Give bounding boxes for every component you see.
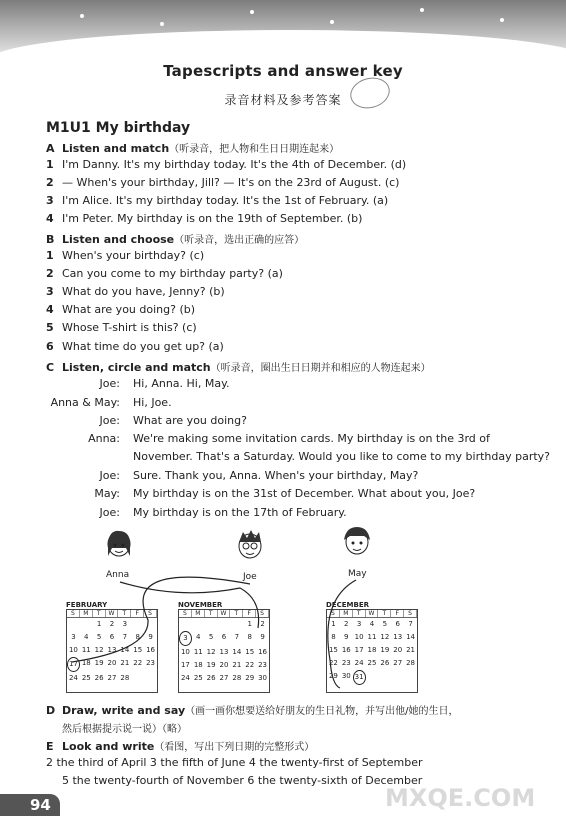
calendar-cell: 16 [341, 646, 351, 654]
calendar-cell: 14 [406, 633, 416, 641]
calendar-cell: 27 [219, 674, 229, 682]
calendar-cell: 4 [369, 620, 375, 628]
calendar-cell: 3 [71, 633, 76, 641]
calendar-cell: 11 [193, 648, 203, 656]
section-a-title: A Listen and match（听录音，把人物和生日日期连起来） [46, 142, 340, 155]
calendar-title: FEBRUARY [66, 601, 108, 609]
calendar-cell: 5 [382, 620, 388, 628]
calendar-cell: 6 [395, 620, 400, 628]
dialogue-line: My birthday is on the 31st of December. What about you, Joe? [133, 487, 476, 500]
calendar-cell: 11 [367, 633, 377, 641]
dialogue-line: We're making some invitation cards. My birthday is on the 3rd of [133, 432, 490, 445]
calendar-day-header: S [179, 610, 192, 617]
calendar-cell: 5 [96, 633, 102, 641]
calendar-cell: 28 [120, 674, 130, 682]
calendar-cell: 17 [180, 661, 190, 669]
dialogue-line: What are you doing? [133, 414, 247, 427]
calendar-day-header: T [378, 610, 391, 617]
dialogue-line: November. That's a Saturday. Would you like to come to my birthday party? [133, 450, 551, 463]
calendar-day-header: W [106, 610, 119, 617]
section-d-note: 然后根据提示说一说）（略） [62, 724, 187, 735]
calendar-cell: 23 [146, 659, 156, 667]
dialogue-speaker: Joe: [99, 377, 120, 390]
calendar-cell: 10 [180, 648, 190, 656]
calendar-cell: 31 [353, 670, 366, 685]
match-line-may [328, 580, 356, 688]
calendar-cell: 25 [367, 659, 377, 667]
calendar-title: NOVEMBER [178, 601, 223, 609]
dialogue-line: My birthday is on the 17th of February. [133, 506, 347, 519]
calendar-cell: 24 [68, 674, 78, 682]
calendar-cell: 26 [380, 659, 390, 667]
calendar-cell: 23 [341, 659, 351, 667]
dialogue-line: Hi, Joe. [133, 396, 172, 409]
list-item: 4 What are you doing? (b) [46, 303, 196, 316]
calendar-cell: 28 [232, 674, 242, 682]
calendar-day-header: T [93, 610, 106, 617]
list-item: 1 When's your birthday? (c) [46, 249, 205, 262]
calendar-cell: 15 [133, 646, 143, 654]
calendar-cell: 27 [393, 659, 403, 667]
calendar-cell: 10 [68, 646, 78, 654]
list-item: 2 Can you come to my birthday party? (a) [46, 267, 283, 280]
dialogue-speaker: May: [94, 487, 120, 500]
calendar-title: DECEMBER [326, 601, 369, 609]
list-item: 3 What do you have, Jenny? (b) [46, 285, 225, 298]
calendar-day-header: S [256, 610, 269, 617]
person-name: Anna [106, 570, 130, 580]
calendar-day-header: T [205, 610, 218, 617]
calendar-cell: 3 [179, 631, 192, 646]
page-number: 94 [0, 794, 60, 816]
section-b-title: B Listen and choose（听录音，选出正确的应答） [46, 233, 305, 246]
calendar-cell: 12 [380, 633, 390, 641]
calendar-cell: 19 [206, 661, 216, 669]
calendar-day-header: M [340, 610, 353, 617]
dialogue-speaker: Joe: [99, 414, 120, 427]
person-name: Joe [243, 572, 257, 582]
calendar-cell: 27 [107, 674, 117, 682]
calendar-day-header: M [80, 610, 93, 617]
calendar-cell: 13 [107, 646, 117, 654]
calendar-cell: 25 [81, 674, 91, 682]
match-line-joe [72, 577, 250, 662]
calendar-day-header: S [144, 610, 157, 617]
list-item: 3 I'm Alice. It's my birthday today. It's the 1st of February. (a) [46, 194, 389, 207]
answer-line: 2 the third of April 3 the fifth of June 4 the twenty-first of September [46, 756, 423, 769]
list-item: 5 Whose T-shirt is this? (c) [46, 321, 197, 334]
calendar-cell: 19 [380, 646, 390, 654]
calendar-cell: 3 [122, 620, 128, 628]
calendar-cell: 26 [94, 674, 104, 682]
calendar-cell: 24 [354, 659, 364, 667]
calendar-cell: 18 [193, 661, 203, 669]
calendar-cell: 1 [247, 620, 252, 628]
calendar-cell: 6 [221, 633, 227, 641]
answer-line: 5 the twenty-fourth of November 6 the twenty-sixth of December [62, 774, 423, 787]
calendar-cell: 6 [109, 633, 115, 641]
calendar-cell: 4 [196, 633, 201, 641]
list-item: 1 I'm Danny. It's my birthday today. It's the 4th of December. (d) [46, 158, 407, 171]
calendar-cell: 29 [245, 674, 255, 682]
dialogue-line: Sure. Thank you, Anna. When's your birthday, May? [133, 469, 419, 482]
calendar-cell: 30 [258, 674, 268, 682]
calendar-cell: 15 [328, 646, 338, 654]
dialogue-speaker: Joe: [99, 506, 120, 519]
calendar-cell: 20 [219, 661, 229, 669]
calendar-cell: 29 [328, 672, 338, 680]
calendar-cell: 28 [406, 659, 416, 667]
calendar-cell: 2 [109, 620, 115, 628]
watermark: MXQE.COM [385, 784, 536, 812]
calendar-cell: 2 [260, 620, 265, 628]
person-name: May [348, 569, 367, 579]
dialogue-speaker: Joe: [99, 469, 120, 482]
calendar-day-header: T [353, 610, 366, 617]
calendar-cell: 12 [94, 646, 104, 654]
calendar-day-header: S [404, 610, 417, 617]
calendar-cell: 10 [354, 633, 364, 641]
calendar-cell: 9 [148, 633, 153, 641]
calendar-cell: 9 [260, 633, 265, 641]
page-title: Tapescripts and answer key [163, 62, 403, 80]
calendar-day-header: F [243, 610, 256, 617]
calendar-cell: 8 [135, 633, 140, 641]
calendar-day-header: T [230, 610, 243, 617]
calendar-cell: 21 [120, 659, 130, 667]
calendar-cell: 1 [96, 620, 102, 628]
calendar-day-header: S [327, 610, 340, 617]
calendar-cell: 4 [84, 633, 89, 641]
calendar-cell: 12 [206, 648, 216, 656]
calendar-cell: 11 [81, 646, 91, 654]
dialogue-speaker: Anna & May: [50, 396, 120, 409]
calendar-cell: 13 [393, 633, 403, 641]
page-subtitle: 录音材料及参考答案 [224, 93, 342, 107]
calendar-cell: 8 [331, 633, 336, 641]
calendar-cell: 25 [193, 674, 203, 682]
calendar-cell: 9 [344, 633, 349, 641]
calendar-cell: 14 [120, 646, 130, 654]
calendar-cell: 26 [206, 674, 216, 682]
calendar-cell: 1 [331, 620, 336, 628]
calendar-cell: 5 [208, 633, 214, 641]
dialogue-speaker: Anna: [88, 432, 120, 445]
calendar-cell: 3 [356, 620, 362, 628]
calendar-day-header: S [67, 610, 80, 617]
calendar-cell: 24 [180, 674, 190, 682]
calendar-cell: 14 [232, 648, 242, 656]
calendar-cell: 16 [258, 648, 268, 656]
calendar-cell: 7 [408, 620, 413, 628]
dialogue-line: Hi, Anna. Hi, May. [133, 377, 230, 390]
calendar-cell: 30 [341, 672, 351, 680]
calendar-day-header: F [131, 610, 144, 617]
list-item: 4 I'm Peter. My birthday is on the 19th of September. (b) [46, 212, 363, 225]
calendar-cell: 22 [245, 661, 255, 669]
section-c-title: C Listen, circle and match（听录音，圈出生日日期并和相应的人物连起来） [46, 361, 431, 374]
section-d-title: D Draw, write and say（画一画你想要送给好朋友的生日礼物，并写出他/她的生日， [46, 704, 459, 717]
calendar-day-header: W [218, 610, 231, 617]
section-e-title: E Look and write（看图，写出下列日期的完整形式） [46, 740, 315, 753]
calendar-cell: 16 [146, 646, 156, 654]
calendar-cell: 17 [67, 657, 80, 672]
calendar-cell: 17 [354, 646, 364, 654]
calendar-cell: 22 [133, 659, 143, 667]
calendar-cell: 15 [245, 648, 255, 656]
calendar-day-header: T [118, 610, 131, 617]
calendar-cell: 21 [406, 646, 416, 654]
unit-heading: M1U1 My birthday [46, 120, 191, 136]
calendar-cell: 19 [94, 659, 104, 667]
calendar-day-header: W [366, 610, 379, 617]
calendar-cell: 18 [367, 646, 377, 654]
calendar-day-header: M [192, 610, 205, 617]
calendar-cell: 2 [344, 620, 349, 628]
calendar-day-header: F [391, 610, 404, 617]
calendar-cell: 20 [107, 659, 117, 667]
calendar-cell: 20 [393, 646, 403, 654]
calendar-cell: 18 [81, 659, 91, 667]
calendar-cell: 7 [122, 633, 128, 641]
list-item: 2 — When's your birthday, Jill? — It's on the 23rd of August. (c) [46, 176, 400, 189]
calendar-cell: 13 [219, 648, 229, 656]
calendar-cell: 22 [328, 659, 338, 667]
match-line-anna [120, 582, 259, 628]
calendar-cell: 21 [232, 661, 242, 669]
calendar-cell: 8 [247, 633, 252, 641]
list-item: 6 What time do you get up? (a) [46, 340, 224, 353]
calendar-cell: 23 [258, 661, 268, 669]
calendar-cell: 7 [234, 633, 240, 641]
